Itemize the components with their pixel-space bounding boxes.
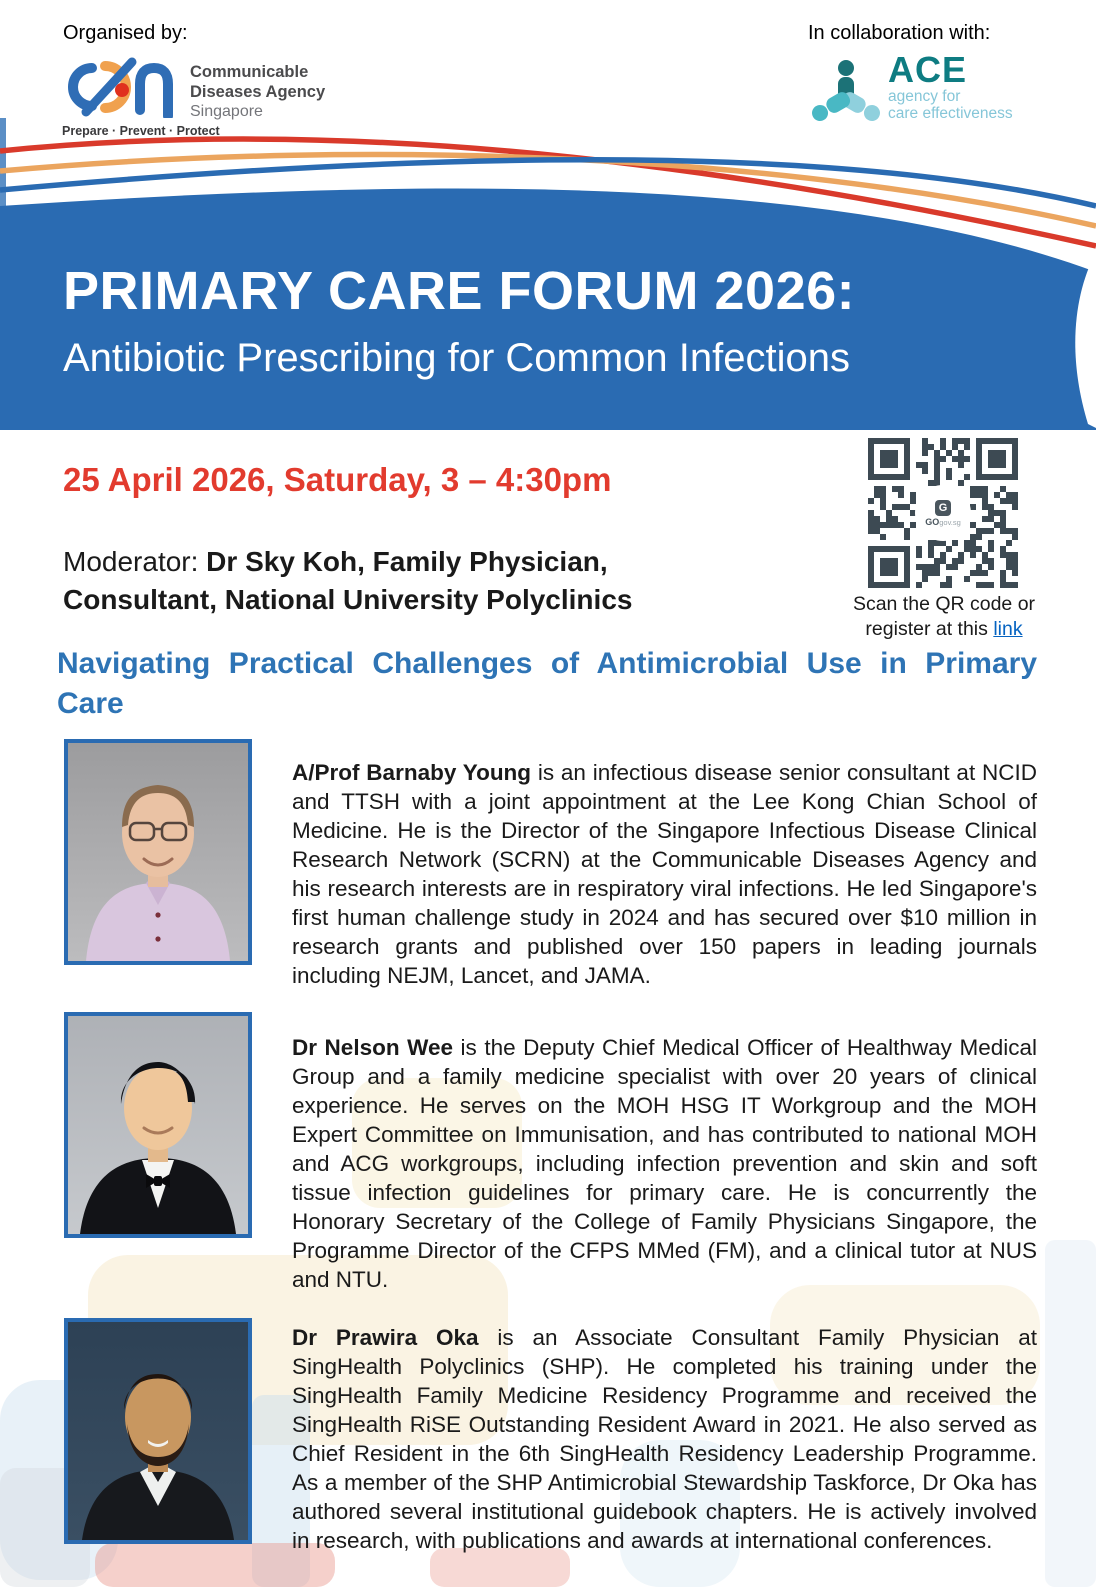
session-title: Navigating Practical Challenges of Antimicrobial Use in Primary Care — [57, 647, 1037, 720]
forum-title: PRIMARY CARE FORUM 2026: — [63, 261, 856, 321]
ace-acronym: ACE — [888, 49, 968, 90]
organised-by-label: Organised by: — [63, 22, 188, 44]
cda-logo-wordmark — [190, 62, 325, 122]
ace-sub-line1: agency for — [888, 88, 961, 105]
moderator-name-line1: Dr Sky Koh, Family Physician, — [206, 546, 608, 577]
speaker-photo-barnaby-young — [64, 739, 252, 965]
speaker-bio-nelson-wee: Dr Nelson Wee is the Deputy Chief Medical Officer of Healthway Medical Group and a family medicine specialist with over 20 years of clinical experience. He serves on the MOH HSG IT Workgroup and the MOH Expert Committee on Immunisation, and has contributed to national MOH and ACG workgroups, including infection prevention and skin and soft tissue infection guidelines for primary care. He is concurrently the Honorary Secretary of the College of Family Physicians Singapore, the Programme Director of the CFPS MMed (FM), and a clinical tutor at NUS and NTU. — [292, 1034, 1037, 1292]
qr-caption-line2: register at this — [865, 618, 994, 640]
gogovsg-icon: G — [935, 500, 951, 516]
speaker-name: Dr Nelson Wee — [292, 1034, 453, 1060]
moderator-label: Moderator: — [63, 546, 207, 577]
qr-caption — [834, 592, 1054, 642]
qr-code — [868, 438, 1018, 588]
cda-name-line3: Singapore — [190, 103, 263, 120]
cda-logo-icon — [58, 56, 186, 118]
moderator-line — [63, 543, 763, 619]
qr-go-text: GO — [925, 516, 940, 527]
cda-name-line2: Diseases Agency — [190, 83, 326, 101]
speaker-bio-prawira-oka: Dr Prawira Oka is an Associate Consultant Family Physician at SingHealth Polyclinics (SHP). He completed his training under the SingHealth Family Medicine Residency Programme and received the SingHealth RiSE Outstanding Resident Award in 2021. He also served as Chief Resident in the 6th SingHealth Residency Leadership Programme. As a member of the SHP Antimicrobial Stewardship Taskforce, Dr Oka has authored several institutional guidebook chapters. He is actively involved in research, with publications and awards at international conferences. — [292, 1324, 1037, 1553]
event-datetime: 25 April 2026, Saturday, 3 – 4:30pm — [63, 461, 612, 498]
speaker-name: A/Prof Barnaby Young — [292, 759, 532, 785]
ace-logo-wordmark — [888, 49, 1013, 122]
speaker-name: Dr Prawira Oka — [292, 1324, 479, 1350]
cda-tagline: Prepare · Prevent · Protect — [62, 124, 220, 138]
forum-subtitle: Antibiotic Prescribing for Common Infections — [63, 336, 850, 380]
collaboration-label: In collaboration with: — [808, 22, 991, 44]
register-link[interactable]: link — [993, 618, 1023, 640]
qr-center-logo — [915, 485, 971, 541]
qr-caption-line1: Scan the QR code or — [852, 593, 1036, 615]
speaker-photo-nelson-wee — [64, 1012, 252, 1238]
cda-name-line1: Communicable — [190, 63, 309, 81]
qr-govsg-text: gov.sg — [939, 517, 961, 527]
ace-sub-line2: care effectiveness — [888, 105, 1013, 122]
speaker-bio-barnaby-young: A/Prof Barnaby Young is an infectious disease senior consultant at NCID and TTSH with a joint appointment at the Lee Kong Chian School of Medicine. He is the Director of the Singapore Infectious Disease Clinical Research Network (SCRN) at the Communicable Diseases Agency and his research interests are in respiratory viral infections. He led Singapore's first human challenge study in 2024 and has secured over $10 million in research grants and published over 150 papers in leading journals including NEJM, Lancet, and JAMA. — [292, 759, 1037, 988]
ace-logo-icon — [810, 56, 882, 136]
moderator-name-line2: Consultant, National University Polyclinics — [63, 584, 633, 615]
speaker-photo-prawira-oka — [64, 1318, 252, 1544]
